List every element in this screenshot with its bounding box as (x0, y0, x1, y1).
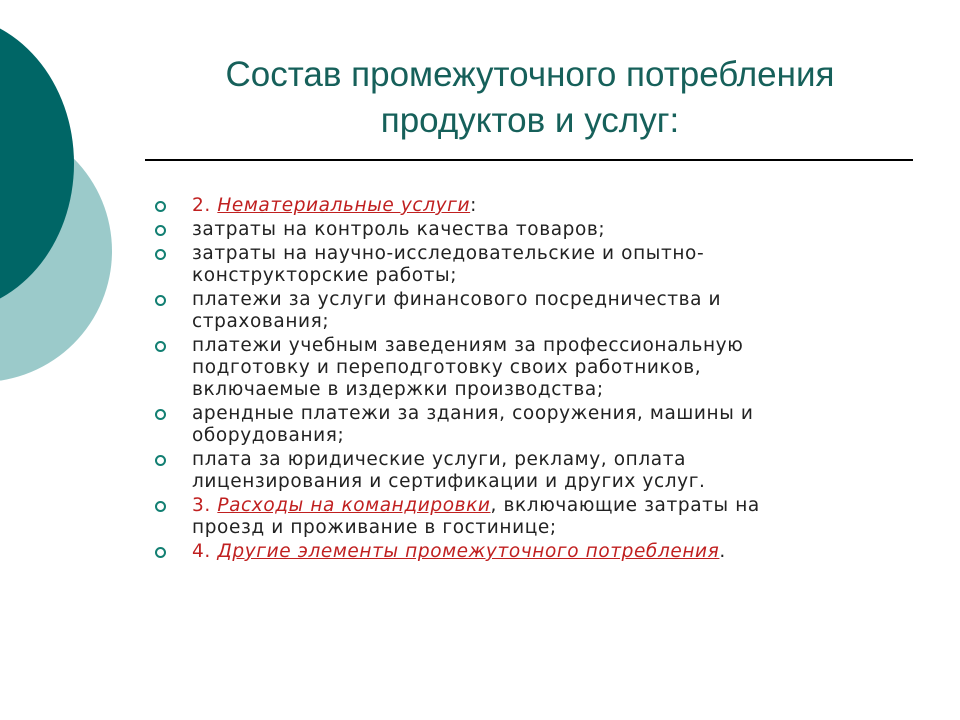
item-suffix: , включающие затраты на (490, 495, 760, 516)
list-item (150, 541, 890, 563)
item-text-line: оборудования; (192, 425, 345, 446)
ring-bullet-icon (155, 341, 166, 352)
list-item (150, 243, 890, 287)
item-text-line: плата за юридические услуги, рекламу, оплата (192, 449, 687, 470)
slide-title (130, 52, 930, 144)
list-item (150, 495, 890, 539)
item-text-line: затраты на научно-исследовательские и опытно- (192, 243, 705, 264)
ring-bullet-icon (155, 249, 166, 260)
ring-bullet-icon (155, 295, 166, 306)
title-divider (145, 159, 913, 161)
ring-bullet-icon (155, 201, 166, 212)
list-item (150, 219, 890, 241)
ring-bullet-icon (155, 547, 166, 558)
list-item (150, 449, 890, 493)
item-number: 4. (192, 541, 218, 562)
ring-bullet-icon (155, 225, 166, 236)
item-text-line: лицензирования и сертификации и других услуг. (192, 471, 706, 492)
item-text-line: подготовку и переподготовку своих работников, (192, 357, 702, 378)
bullet-list (150, 195, 890, 565)
item-text-line: арендные платежи за здания, сооружения, машины и (192, 403, 754, 424)
title-line-2: продуктов и услуг: (380, 101, 680, 140)
ring-bullet-icon (155, 455, 166, 466)
item-text-line: страхования; (192, 311, 330, 332)
item-text-line: включаемые в издержки производства; (192, 379, 604, 400)
ring-bullet-icon (155, 409, 166, 420)
item-number: 2. (192, 195, 218, 216)
list-item (150, 289, 890, 333)
item-text-line: платежи за услуги финансового посредничества и (192, 289, 722, 310)
list-item (150, 335, 890, 401)
link-other-elements[interactable]: Другие элементы промежуточного потребления (217, 541, 720, 562)
title-line-1: Состав промежуточного потребления (225, 55, 835, 94)
list-item (150, 403, 890, 447)
item-suffix: . (719, 541, 726, 562)
item-text-line: проезд и проживание в гостинице; (192, 517, 557, 538)
item-text: затраты на контроль качества товаров; (192, 219, 606, 240)
ring-bullet-icon (155, 501, 166, 512)
link-intangible-services[interactable]: Нематериальные услуги (217, 195, 471, 216)
link-business-trip-expenses[interactable]: Расходы на командировки (217, 495, 491, 516)
list-item (150, 195, 890, 217)
item-text-line: конструкторские работы; (192, 265, 458, 286)
item-text-line: платежи учебным заведениям за профессиональную (192, 335, 744, 356)
item-suffix: : (470, 195, 477, 216)
item-number: 3. (192, 495, 218, 516)
